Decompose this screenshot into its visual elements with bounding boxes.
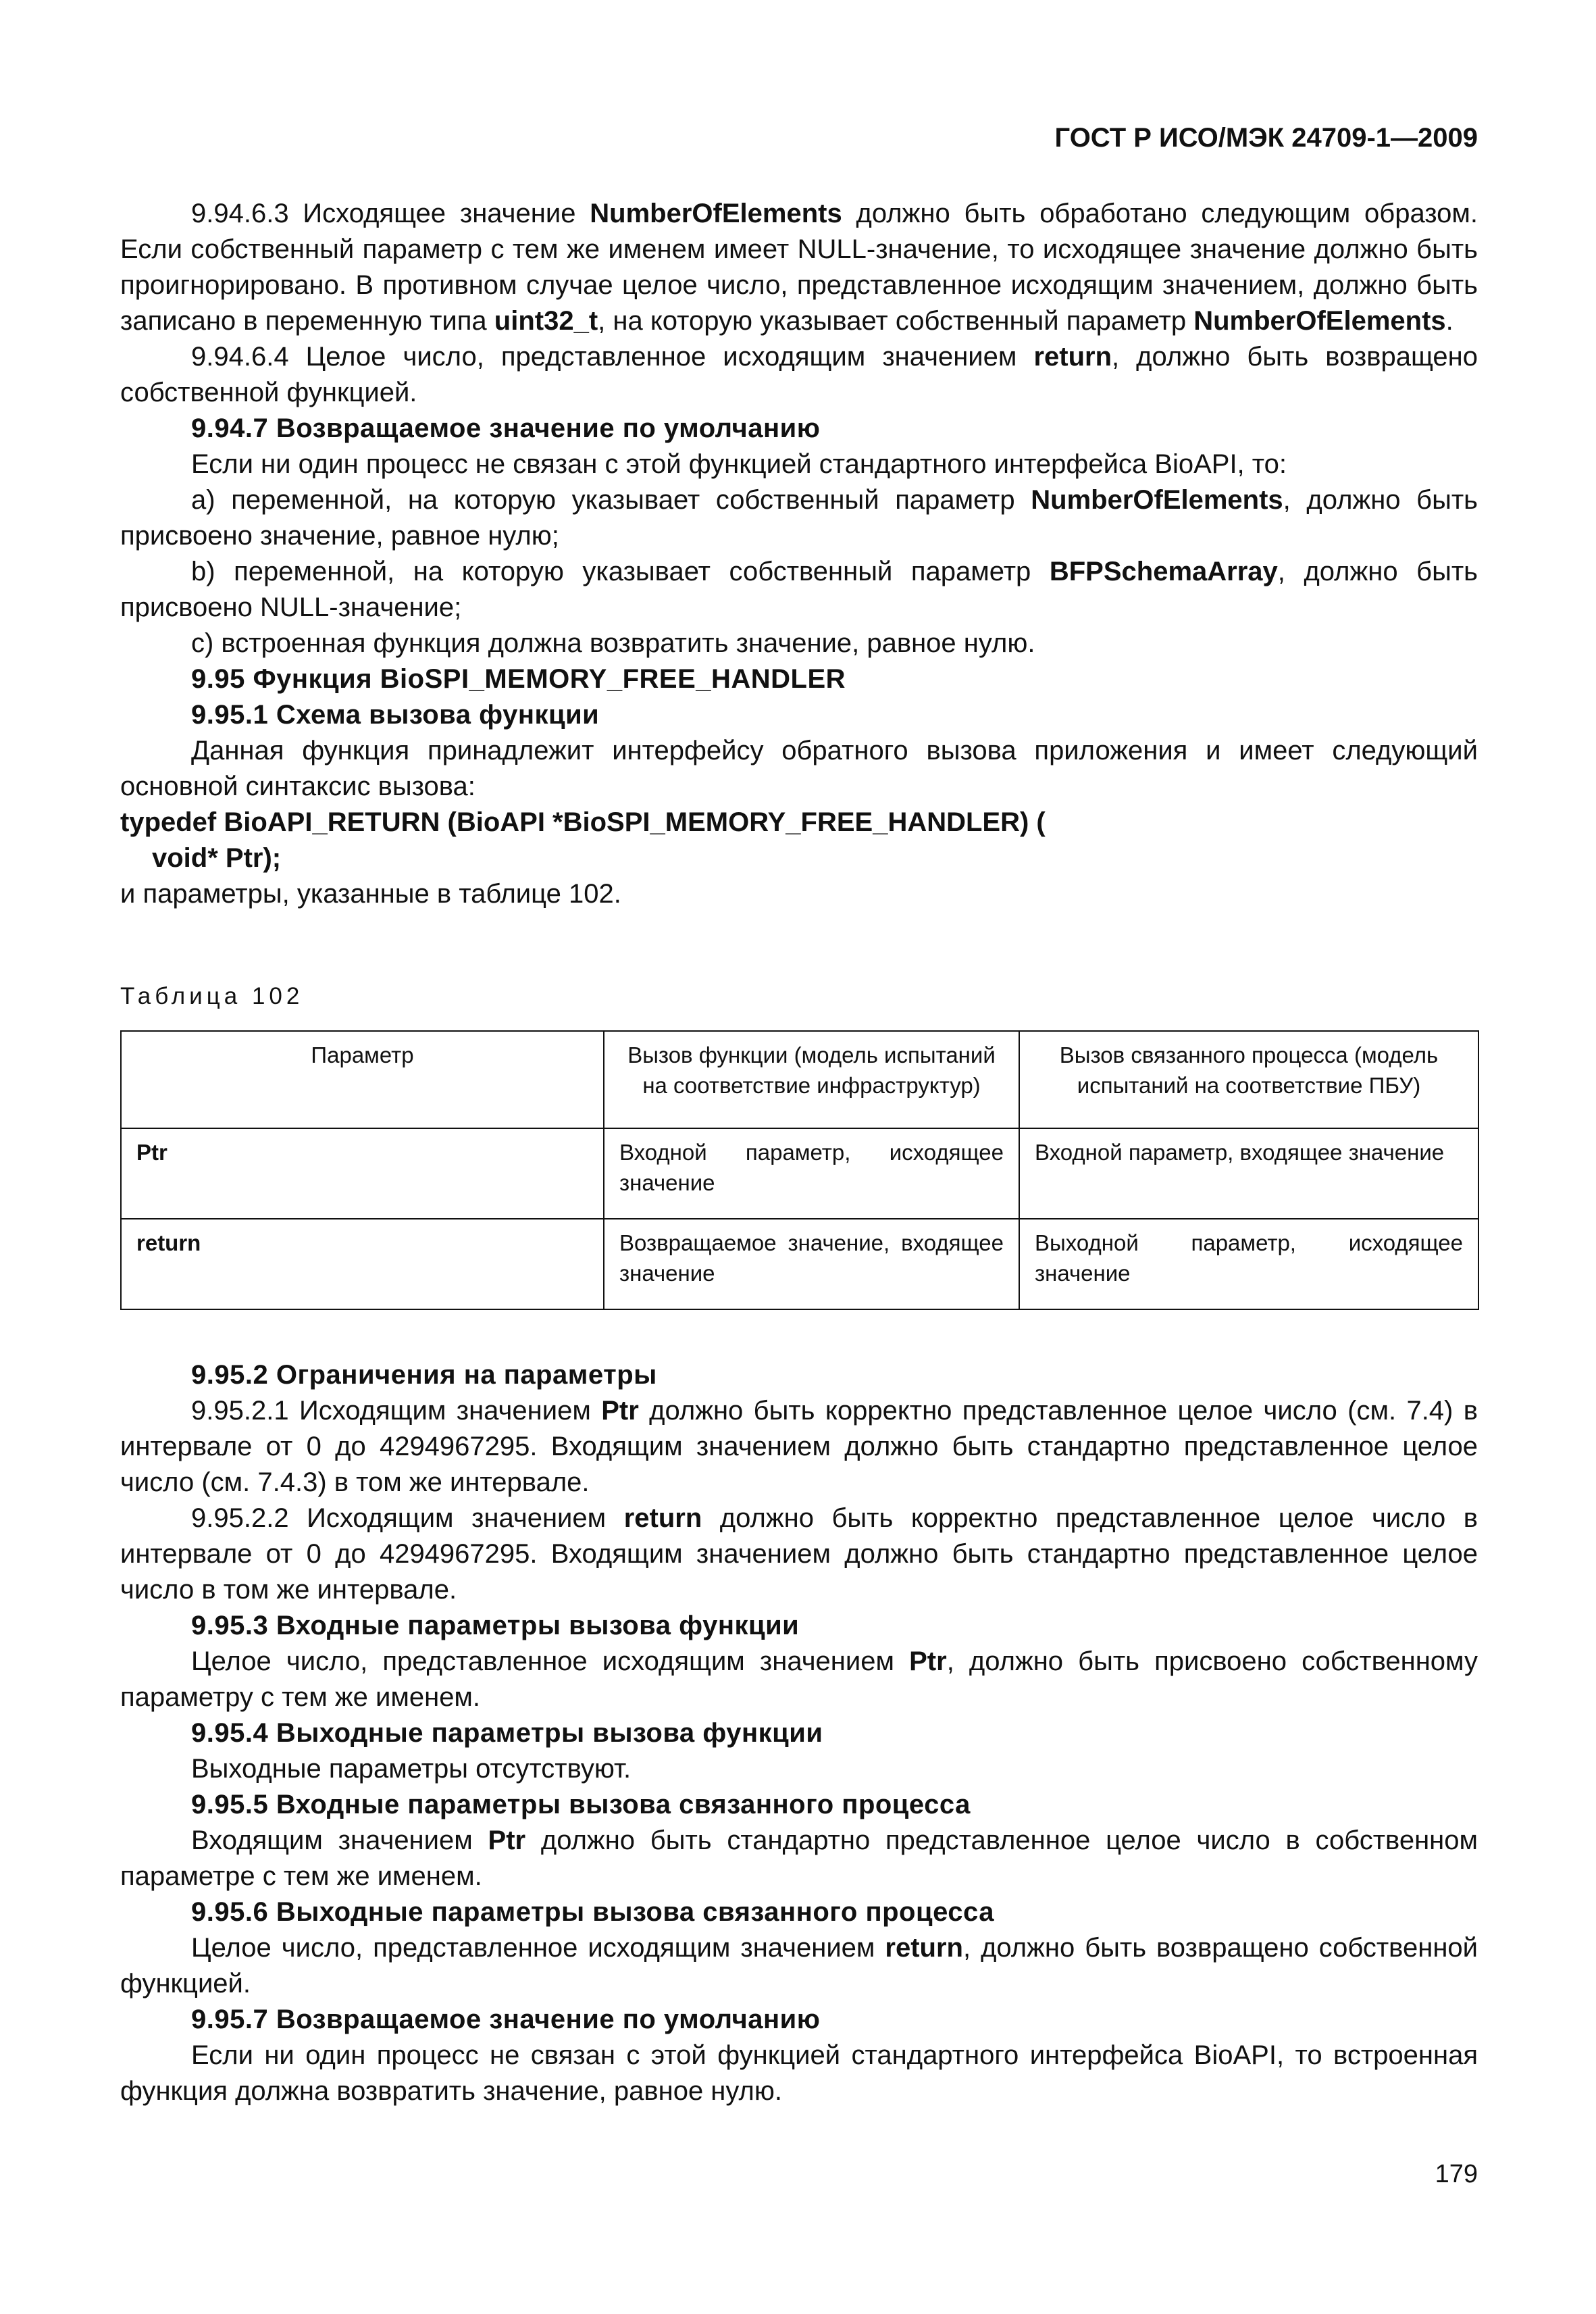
heading-9-95-3: 9.95.3 Входные параметры вызова функции (191, 1611, 800, 1640)
table-cell: Выходной параметр, исходящее значение (1019, 1219, 1478, 1309)
heading-9-95-2: 9.95.2 Ограничения на параметры (191, 1360, 657, 1390)
heading-9-95-4: 9.95.4 Выходные параметры вызова функции (191, 1718, 823, 1748)
code-line-1: typedef BioAPI_RETURN (BioAPI *BioSPI_MEMORY_FREE_HANDLER) ( (120, 807, 1046, 837)
document-body (120, 196, 1478, 2109)
table-row (121, 1128, 1478, 1219)
heading-9-94-7: 9.94.7 Возвращаемое значение по умолчанию (191, 413, 821, 443)
paragraph-default-intro: Если ни один процесс не связан с этой функцией стандартного интерфейса BioAPI, то: (191, 449, 1287, 479)
list-item-a: a) переменной, на которую указывает собственный параметр NumberOfElements, должно быть присвоено значение, равное нулю; (120, 485, 1478, 551)
table-cell: Входной параметр, исходящее значение (604, 1128, 1019, 1219)
parameters-table (120, 1030, 1479, 1310)
paragraph-syntax-intro: Данная функция принадлежит интерфейсу обратного вызова приложения и имеет следующий основной синтаксис вызова: (120, 736, 1478, 801)
table-header-row (121, 1031, 1478, 1128)
paragraph-9-95-3: Целое число, представленное исходящим значением Ptr, должно быть присвоено собственному параметру с тем же именем. (120, 1646, 1478, 1712)
heading-9-95-6: 9.95.6 Выходные параметры вызова связанного процесса (191, 1897, 995, 1927)
table-cell-parameter: return (121, 1219, 604, 1309)
paragraph-9-95-6: Целое число, представленное исходящим значением return, должно быть возвращено собственной функцией. (120, 1933, 1478, 1998)
code-block (120, 805, 1478, 876)
list-item-b: b) переменной, на которую указывает собственный параметр BFPSchemaArray, должно быть присвоено NULL-значение; (120, 557, 1478, 622)
paragraph-9-95-4: Выходные параметры отсутствуют. (191, 1754, 632, 1784)
table-cell: Возвращаемое значение, входящее значение (604, 1219, 1019, 1309)
paragraph-9-95-7: Если ни один процесс не связан с этой функцией стандартного интерфейса BioAPI, то встроенная функция должна возвратить значение, равное нулю. (120, 2040, 1478, 2106)
table-caption: Таблица 102 (120, 983, 304, 1009)
paragraph-9-95-5: Входящим значением Ptr должно быть стандартно представленное целое число в собственном параметре с тем же именем. (120, 1826, 1478, 1891)
column-header-process-call: Вызов связанного процесса (модель испытаний на соответствие ПБУ) (1019, 1031, 1478, 1128)
heading-9-95-1: 9.95.1 Схема вызова функции (191, 700, 600, 730)
table-cell: Входной параметр, входящее значение (1019, 1128, 1478, 1219)
document-header: ГОСТ Р ИСО/МЭК 24709-1—2009 (1054, 123, 1478, 153)
paragraph-9-94-6-4: 9.94.6.4 Целое число, представленное исходящим значением return, должно быть возвращено собственной функцией. (120, 342, 1478, 407)
paragraph-table-ref: и параметры, указанные в таблице 102. (120, 879, 621, 909)
page-number: 179 (1435, 2160, 1478, 2188)
code-line-2: void* Ptr); (152, 843, 282, 873)
paragraph-9-94-6-3: 9.94.6.3 Исходящее значение NumberOfElements должно быть обработано следующим образом. Если собственный параметр с тем же именем имеет NULL-значение, то исходящее значение должно быть проигнорировано. В противном случае целое число, представленное исходящим значением, должно быть записано в переменную типа uint32_t, на которую указывает собственный параметр NumberOfElements. (120, 199, 1478, 336)
paragraph-9-95-2-2: 9.95.2.2 Исходящим значением return должно быть корректно представленное целое число в интервале от 0 до 4294967295. Входящим значением должно быть стандартно представленное целое число в том же интервале. (120, 1503, 1478, 1605)
heading-9-95-7: 9.95.7 Возвращаемое значение по умолчанию (191, 2005, 821, 2034)
column-header-parameter: Параметр (121, 1031, 604, 1128)
heading-9-95-5: 9.95.5 Входные параметры вызова связанного процесса (191, 1790, 971, 1819)
table-row (121, 1219, 1478, 1309)
list-item-c: c) встроенная функция должна возвратить значение, равное нулю. (191, 628, 1035, 658)
heading-9-95: 9.95 Функция BioSPI_MEMORY_FREE_HANDLER (191, 664, 846, 694)
column-header-function-call: Вызов функции (модель испытаний на соответствие инфраструктур) (604, 1031, 1019, 1128)
paragraph-9-95-2-1: 9.95.2.1 Исходящим значением Ptr должно быть корректно представленное целое число (см. 7.4) в интервале от 0 до 4294967295. Входящим значением должно быть стандартно представленное целое число (см. 7.4.3) в том же интервале. (120, 1396, 1478, 1497)
table-cell-parameter: Ptr (121, 1128, 604, 1219)
